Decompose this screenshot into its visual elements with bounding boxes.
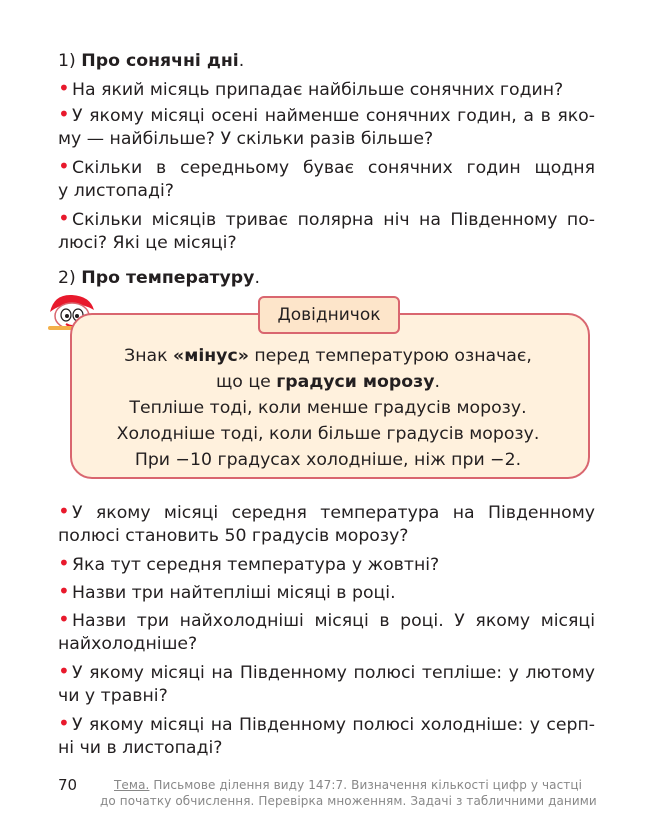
footer-topic-line-2: до початку обчислення. Перевірка множенням. Задачі з табличними даними bbox=[100, 794, 597, 808]
list-item-cont: у листопаді? bbox=[58, 181, 174, 201]
list-item-cont: чи у травні? bbox=[58, 686, 168, 706]
reference-line: Тепліше тоді, коли менше градусів морозу. bbox=[129, 398, 527, 418]
bullet-icon: • bbox=[58, 711, 70, 735]
section-1-heading: 1) Про сонячні дні. bbox=[58, 51, 245, 71]
list-item: • Назви три найтепліші місяці в році. bbox=[58, 579, 396, 603]
bullet-icon: • bbox=[58, 579, 70, 603]
reference-line: Холодніше тоді, коли більше градусів морозу. bbox=[116, 424, 540, 444]
bullet-icon: • bbox=[58, 499, 70, 523]
list-item-cont: найхолодніше? bbox=[58, 634, 198, 654]
footer-topic-line-1: Тема. Письмове ділення виду 147:7. Визначення кількості цифр у частці bbox=[114, 778, 583, 792]
list-item: • На який місяць припадає найбільше сонячних годин? bbox=[58, 76, 564, 100]
reference-box-title: Довідничок bbox=[258, 296, 400, 334]
bullet-icon: • bbox=[58, 551, 70, 575]
list-item: • У якому місяці осені найменше сонячних годин, а в яко- bbox=[58, 102, 595, 126]
list-item: • У якому місяці на Південному полюсі тепліше: у лютому bbox=[58, 659, 595, 683]
page-number: 70 bbox=[58, 776, 78, 794]
list-item: • Назви три найхолодніші місяці в році. У якому місяці bbox=[58, 607, 595, 631]
list-item-cont: полюсі становить 50 градусів морозу? bbox=[58, 526, 409, 546]
bullet-icon: • bbox=[58, 607, 70, 631]
reference-line: При −10 градусах холодніше, ніж при −2. bbox=[134, 450, 522, 470]
reference-line: що це градуси морозу. bbox=[216, 372, 440, 392]
bullet-icon: • bbox=[58, 76, 70, 100]
bullet-icon: • bbox=[58, 102, 70, 126]
bullet-icon: • bbox=[58, 659, 70, 683]
list-item: • Скільки в середньому буває сонячних годин щодня bbox=[58, 154, 595, 178]
reference-line: Знак «мінус» перед температурою означає, bbox=[124, 346, 532, 366]
list-item-cont: ні чи в листопаді? bbox=[58, 738, 223, 758]
bullet-icon: • bbox=[58, 154, 70, 178]
list-item-cont: му — найбільше? У скільки разів більше? bbox=[58, 129, 434, 149]
list-item: • У якому місяці на Південному полюсі холодніше: у серп- bbox=[58, 711, 595, 735]
list-item: • У якому місяці середня температура на Південному bbox=[58, 499, 595, 523]
list-item: • Скільки місяців триває полярна ніч на Південному по- bbox=[58, 206, 595, 230]
section-2-heading: 2) Про температуру. bbox=[58, 268, 260, 288]
list-item: • Яка тут середня температура у жовтні? bbox=[58, 551, 440, 575]
bullet-icon: • bbox=[58, 206, 70, 230]
list-item-cont: люсі? Які це місяці? bbox=[58, 233, 237, 253]
